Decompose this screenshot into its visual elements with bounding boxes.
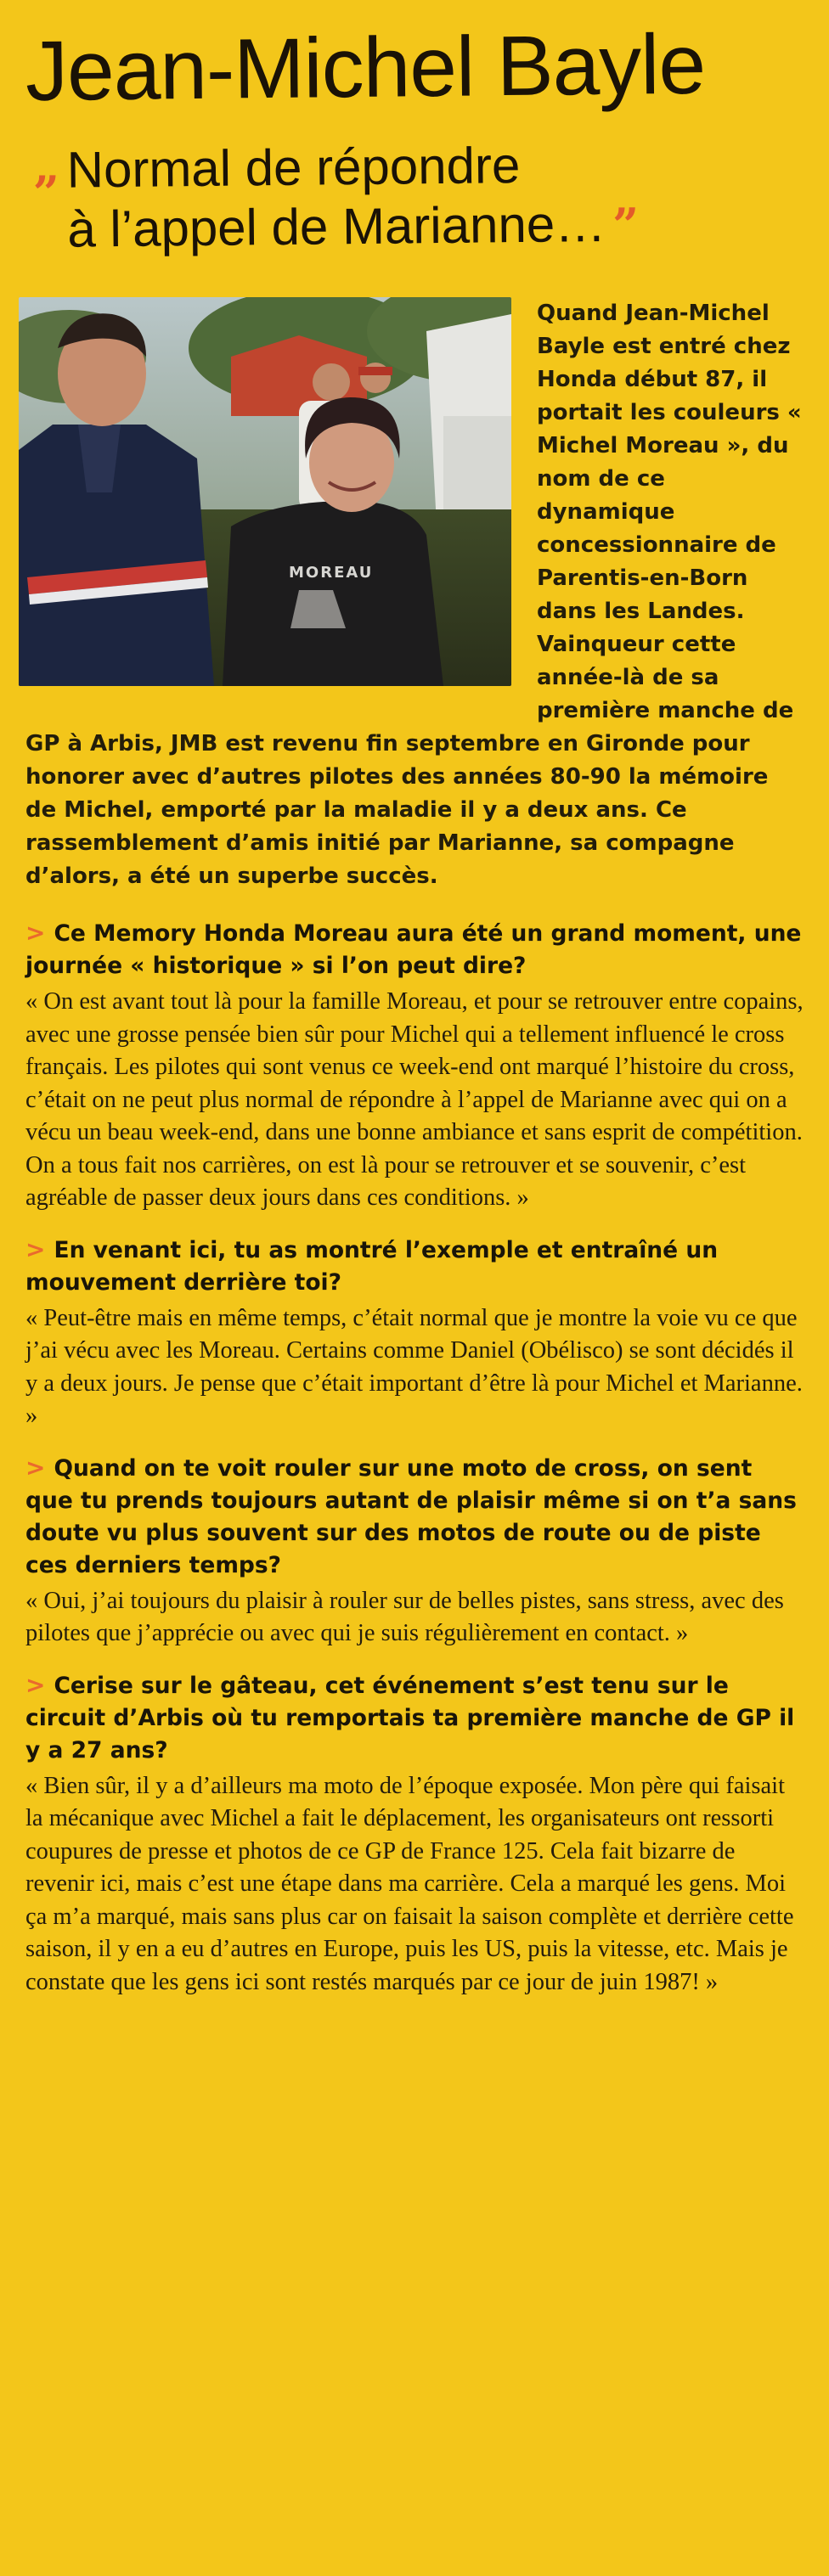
question <box>25 1669 804 1767</box>
subtitle-line: à l’appel de Marianne… <box>67 194 606 258</box>
qa-section <box>25 1452 804 1651</box>
quote-open-mark: „ <box>33 138 60 194</box>
article-photo <box>19 297 511 686</box>
question <box>25 1234 804 1299</box>
quote-close-mark: ” <box>612 197 640 252</box>
intro-section <box>25 297 804 893</box>
question-text: En venant ici, tu as montré l’exemple et entraîné un mouvement derrière toi? <box>25 1236 719 1296</box>
photo-illustration <box>19 297 511 686</box>
answer-text: « Bien sûr, il y a d’ailleurs ma moto de l’époque exposée. Mon père qui faisait la mécanique avec Michel a fait le déplacement, les organisateurs ont ressorti coupures de presse et photos de ce GP de France 125. Cela fait bizarre de revenir ici, mais c’est une étape dans ma carrière. Cela a marqué les gens. Moi ça m’a marqué, mais sans plus car on faisait la saison complète et derrière cette saison, il y en a eu d’autres en Europe, puis les US, puis la vitesse, etc. Mais je constate que les gens ici sont restés marqués par ce jour de juin 1987! » <box>25 1772 794 1995</box>
article-title: Jean-Michel Bayle <box>25 16 706 119</box>
question <box>25 917 804 982</box>
chevron-right-icon: > <box>25 1670 46 1699</box>
chevron-right-icon: > <box>25 919 46 947</box>
answer-text: « Oui, j’ai toujours du plaisir à rouler sur de belles pistes, sans stress, avec des pilotes que j’apprécie ou avec qui je suis régulièrement en contact. » <box>25 1587 784 1646</box>
subtitle-line: Normal de répondre <box>66 137 521 199</box>
chevron-right-icon: > <box>25 1453 46 1482</box>
intro-paragraph: Quand Jean-Michel Bayle est entré chez Honda début 87, il portait les couleurs « Michel Moreau », du nom de ce dynamique concessionnaire de Parentis-en-Born dans les Landes. Vainqueur cette année-là de sa première manche de GP à Arbis, JMB est revenu fin septembre en Gironde pour honorer avec d’autres pilotes des années 80-90 la mémoire de Michel, emporté par la maladie il y a deux ans. Ce rassemblement d’amis initié par Marianne, sa compagne d’alors, a été un superbe succès. <box>25 301 802 889</box>
subtitle-text <box>66 135 606 260</box>
article-subtitle <box>33 133 804 260</box>
question <box>25 1452 804 1582</box>
question-text: Ce Memory Honda Moreau aura été un grand moment, une journée « historique » si l’on peut dire? <box>25 920 802 979</box>
chevron-right-icon: > <box>25 1235 46 1263</box>
qa-section <box>25 917 804 1215</box>
shirt-text: MOREAU <box>289 564 374 582</box>
qa-section <box>25 1669 804 1999</box>
answer-text: « Peut-être mais en même temps, c’était normal que je montre la voie vu ce que j’ai vécu avec les Moreau. Certains comme Daniel (Obélisco) se sont décidés il y a deux jours. Je pense que c’était important d’être là pour Michel et Marianne. » <box>25 1304 803 1429</box>
question-text: Cerise sur le gâteau, cet événement s’est tenu sur le circuit d’Arbis où tu remportais ta première manche de GP il y a 27 ans? <box>25 1672 795 1763</box>
answer-text: « On est avant tout là pour la famille Moreau, et pour se retrouver entre copains, avec une grosse pensée bien sûr pour Michel qui a tellement influencé le cross français. Les pilotes qui sont venus ce week-end ont marqué l’histoire du cross, c’était on ne peut plus normal de répondre à l’appel de Marianne avec qui on a vécu un beau week-end, dans une bonne ambiance et sans esprit de compétition. On a tous fait nos carrières, on est là pour se retrouver et se souvenir, c’est agréable de passer deux jours dans ces conditions. » <box>25 988 804 1211</box>
qa-section <box>25 1234 804 1433</box>
question-text: Quand on te voit rouler sur une moto de cross, on sent que tu prends toujours autant de plaisir même si on t’a sans doute vu plus souvent sur des motos de route ou de piste ces derniers temps? <box>25 1454 797 1578</box>
